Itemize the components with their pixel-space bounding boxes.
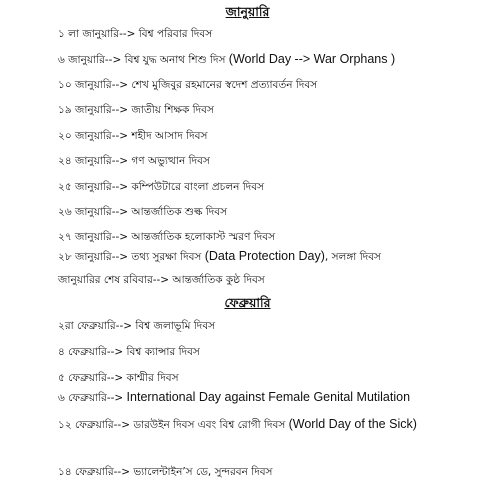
list-item	[58, 230, 275, 245]
list-item-text: ২৪ জানুয়ারি--> গণ অভ্যুত্থান দিবস	[58, 155, 210, 167]
list-item	[58, 273, 265, 288]
list-item-text: ৬ জানুয়ারি--> বিশ্ব যুদ্ধ অনাথ শিশু দিস	[58, 54, 229, 66]
section-heading-january: জানুয়ারি	[225, 4, 270, 19]
list-item-english-text: (World Day of the Sick)	[288, 417, 417, 431]
list-item-text: ৪ ফেব্রুয়ারি--> বিশ্ব ক্যান্সার দিবস	[58, 346, 200, 358]
list-item	[58, 205, 227, 220]
list-item-text: ২৬ জানুয়ারি--> আন্তর্জাতিক শুল্ক দিবস	[58, 206, 228, 218]
list-item	[58, 371, 179, 386]
list-item-text: ২৮ জানুয়ারি--> তথ্য সুরক্ষা দিবস	[58, 251, 205, 263]
list-item-english-text: (World Day --> War Orphans )	[228, 52, 396, 66]
list-item-text: জানুয়ারির শেষ রবিবার--> আন্তর্জাতিক কুষ্ঠ দিবস	[58, 274, 265, 286]
list-item-text: ১৯ জানুয়ারি--> জাতীয় শিক্ষক দিবস	[58, 104, 214, 116]
list-item-text: ১০ জানুয়ারি--> শেখ মুজিবুর রহমানের স্বদেশ প্রত্যাবর্তন দিবস	[58, 79, 318, 91]
list-item	[58, 27, 212, 42]
list-item-text: ১৪ ফেব্রুয়ারি--> ভ্যালেন্টাইন’স ডে, সুন্দরবন দিবস	[58, 466, 273, 478]
list-item	[58, 319, 215, 334]
section-heading-february: ফেব্রুয়ারি	[224, 295, 271, 310]
list-item-text-suffix: , সলঙ্গা দিবস	[324, 251, 381, 263]
list-item	[58, 465, 273, 480]
list-item	[58, 249, 381, 265]
list-item-text: ২রা ফেব্রুয়ারি--> বিশ্ব জলাভূমি দিবস	[58, 320, 216, 332]
list-item	[58, 413, 428, 437]
list-item	[58, 78, 317, 93]
list-item	[58, 103, 214, 118]
list-item-english-text: (Data Protection Day)	[204, 249, 325, 263]
list-item	[58, 180, 264, 195]
list-item	[58, 345, 200, 360]
list-item-text: ১ লা জানুয়ারি--> বিশ্ব পরিবার দিবস	[58, 28, 213, 40]
list-item	[58, 154, 210, 169]
list-item-text: ৬ ফেব্রুয়ারি-->	[58, 392, 127, 404]
list-item	[58, 390, 410, 406]
list-item-text: ৫ ফেব্রুয়ারি--> কাশ্মীর দিবস	[58, 372, 179, 384]
list-item	[58, 52, 395, 68]
list-item	[58, 129, 207, 144]
list-item-english-text: International Day against Female Genital Mutilation	[126, 390, 411, 404]
list-item-text: ২৫ জানুয়ারি--> কম্পিউটারে বাংলা প্রচলন দিবস	[58, 181, 265, 193]
list-item-text: ২৭ জানুয়ারি--> আন্তর্জাতিক হলোকাস্ট স্মরণ দিবস	[58, 231, 276, 243]
list-item-text: ১২ ফেব্রুয়ারি--> ডারউইন দিবস এবং বিশ্ব রোগী দিবস	[58, 419, 289, 431]
list-item-text: ২০ জানুয়ারি--> শহীদ আসাদ দিবস	[58, 130, 208, 142]
